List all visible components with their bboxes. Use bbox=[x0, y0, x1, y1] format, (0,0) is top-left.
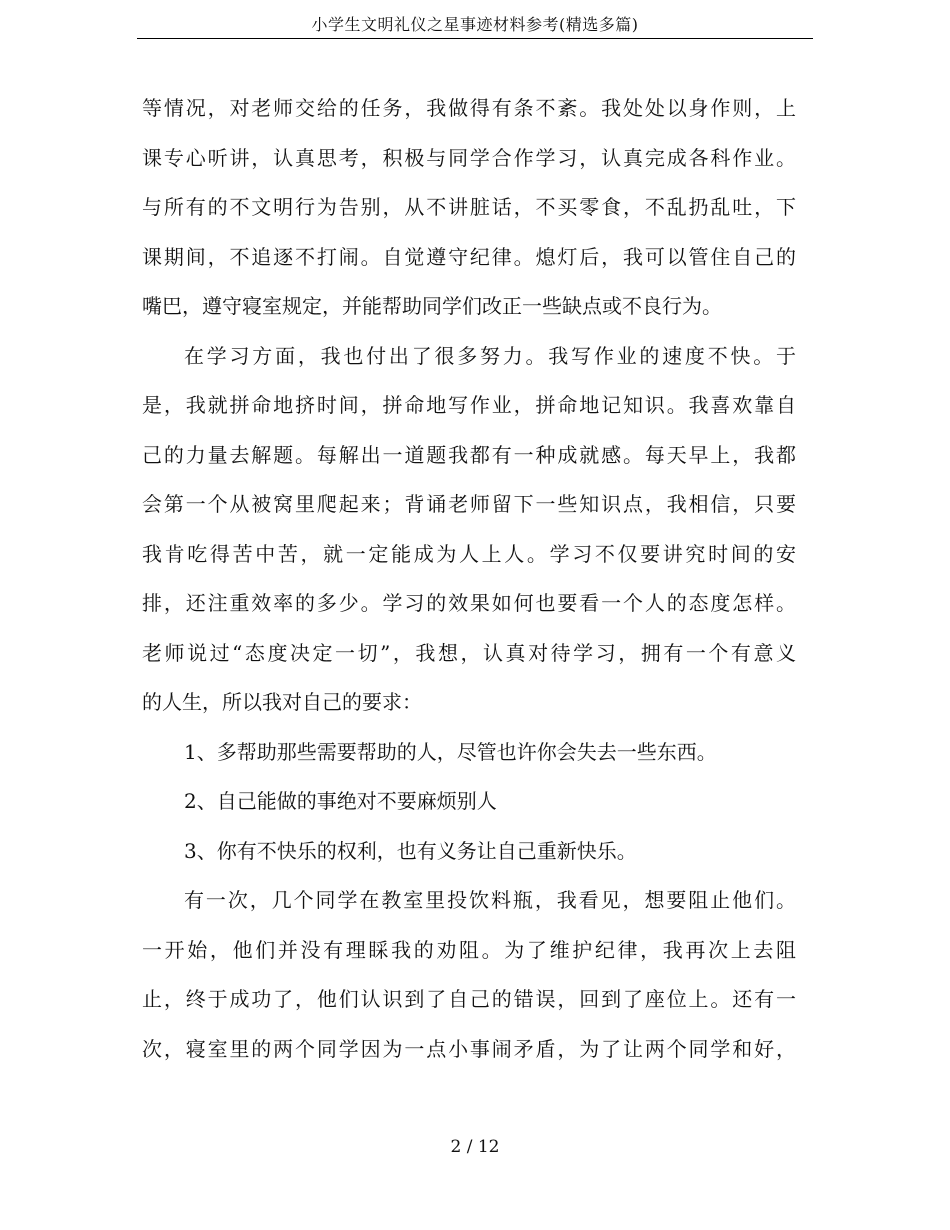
text-line: 的人生，所以我对自己的要求： bbox=[142, 690, 422, 714]
document-body bbox=[142, 84, 796, 1074]
text-line: 次，寝室里的两个同学因为一点小事闹矛盾，为了让两个同学和好， bbox=[142, 1036, 796, 1061]
text-line: 等情况，对老师交给的任务，我做得有条不紊。我处处以身作则，上 bbox=[142, 96, 796, 120]
text-line: 我肯吃得苦中苦，就一定能成为人上人。学习不仅要讲究时间的安 bbox=[142, 541, 796, 566]
text-line: 止，终于成功了，他们认识到了自己的错误，回到了座位上。还有一 bbox=[142, 987, 796, 1011]
list-item: 1、多帮助那些需要帮助的人，尽管也许你会失去一些东西。 bbox=[184, 739, 717, 764]
list-item: 2、自己能做的事绝对不要麻烦别人 bbox=[184, 789, 497, 813]
page-number: 2 / 12 bbox=[450, 1137, 500, 1157]
text-line: 一开始，他们并没有理睬我的劝阻。为了维护纪律，我再次上去阻 bbox=[142, 937, 796, 962]
text-line: 与所有的不文明行为告别，从不讲脏话，不买零食，不乱扔乱吐，下 bbox=[142, 195, 796, 219]
text-line: 排，还注重效率的多少。学习的效果如何也要看一个人的态度怎样。 bbox=[142, 591, 796, 615]
text-line: 课专心听讲，认真思考，积极与同学合作学习，认真完成各科作业。 bbox=[142, 145, 796, 170]
header-divider bbox=[137, 38, 813, 39]
text-line: 有一次，几个同学在教室里投饮料瓶，我看见，想要阻止他们。 bbox=[184, 888, 796, 912]
page-header-title: 小学生文明礼仪之星事迹材料参考(精选多篇) bbox=[311, 15, 639, 34]
text-line: 嘴巴，遵守寝室规定，并能帮助同学们改正一些缺点或不良行为。 bbox=[142, 294, 722, 318]
list-item: 3、你有不快乐的权利，也有义务让自己重新快乐。 bbox=[184, 838, 637, 863]
text-line: 己的力量去解题。每解出一道题我都有一种成就感。每天早上，我都 bbox=[142, 442, 796, 467]
text-line: 会第一个从被窝里爬起来；背诵老师留下一些知识点，我相信，只要 bbox=[142, 492, 796, 516]
text-line: 老师说过“态度决定一切”，我想，认真对待学习，拥有一个有意义 bbox=[142, 640, 796, 665]
text-line: 在学习方面，我也付出了很多努力。我写作业的速度不快。于 bbox=[184, 343, 796, 368]
text-line: 是，我就拼命地挤时间，拼命地写作业，拼命地记知识。我喜欢靠自 bbox=[142, 393, 796, 417]
text-line: 课期间，不追逐不打闹。自觉遵守纪律。熄灯后，我可以管住自己的 bbox=[142, 244, 796, 269]
